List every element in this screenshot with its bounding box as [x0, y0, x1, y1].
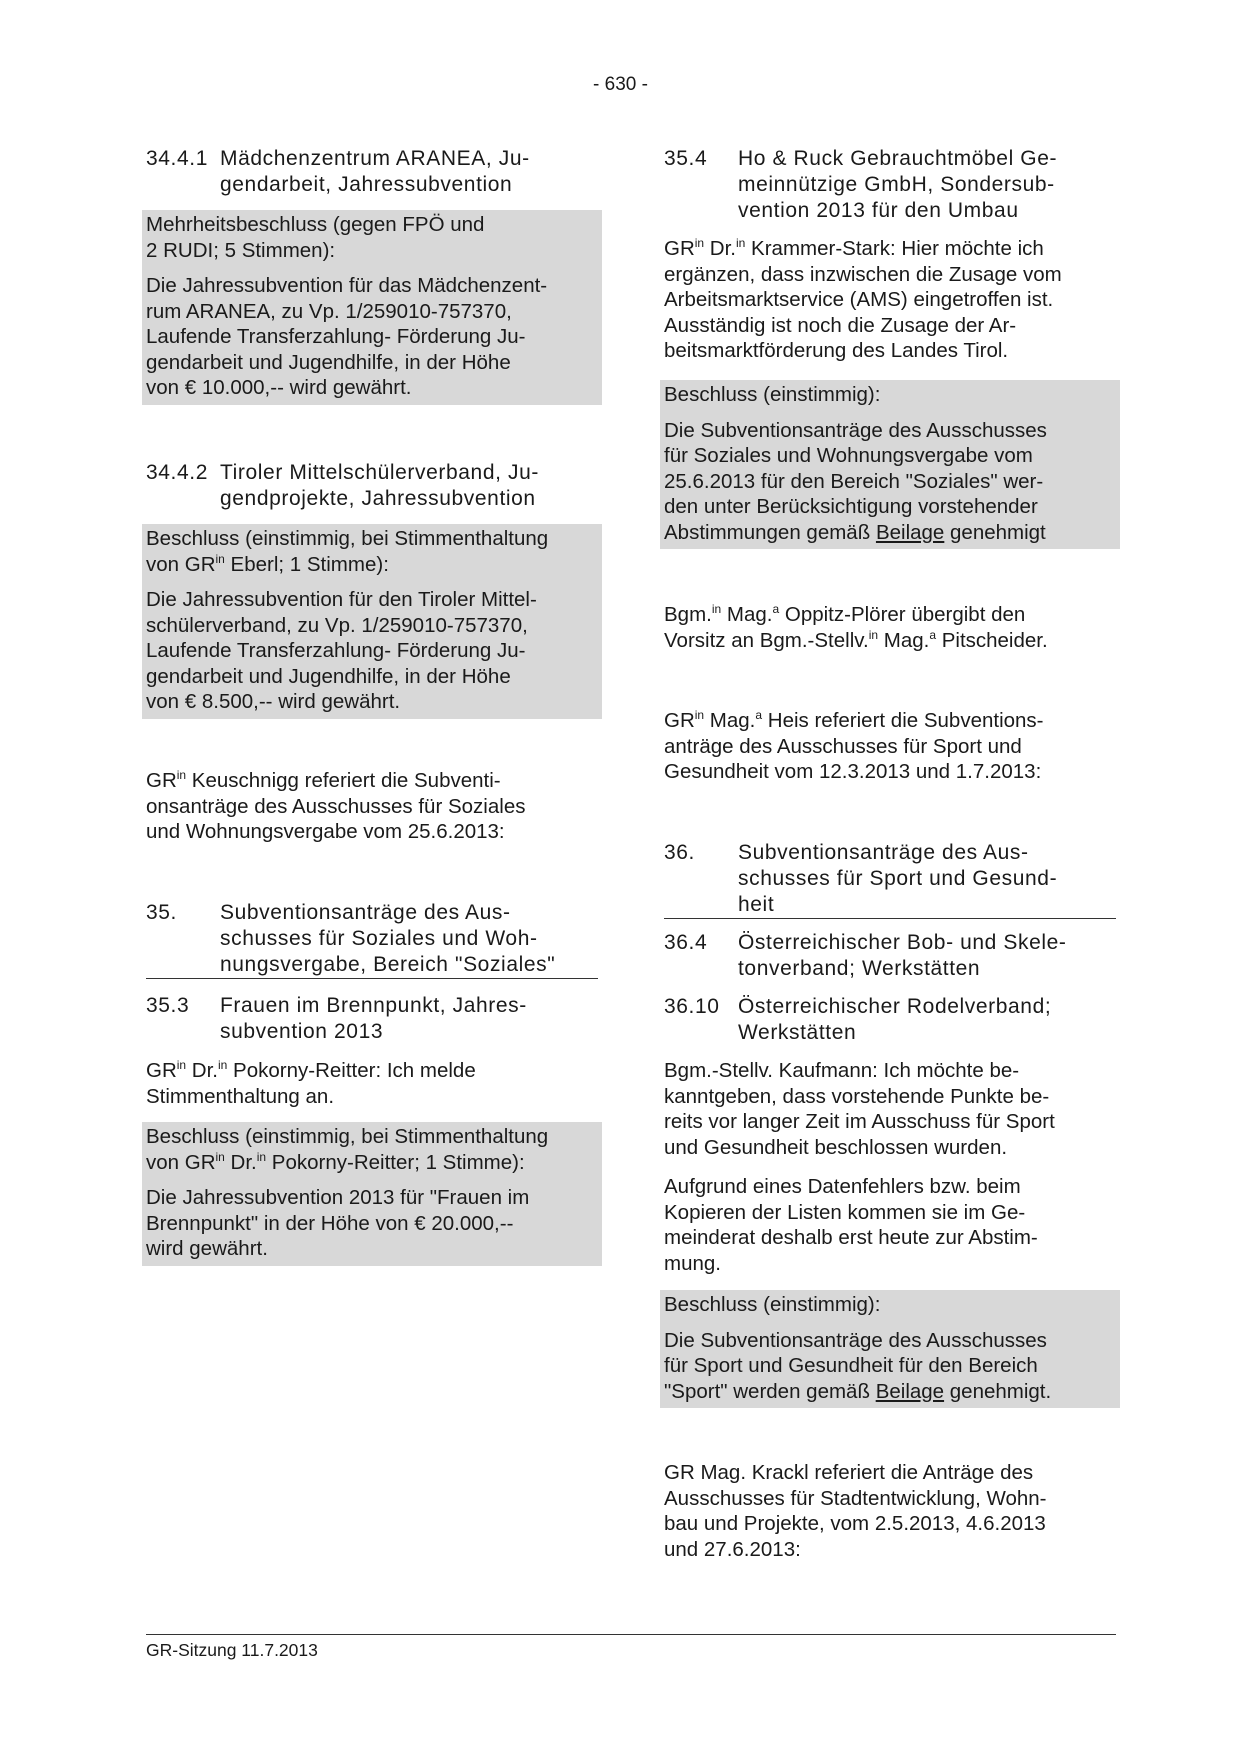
decision-box	[142, 210, 602, 405]
section-number: 34.4.2	[146, 461, 208, 484]
decision-text-line: von € 10.000,-- wird gewährt.	[146, 376, 412, 399]
decision-line: Beschluss (einstimmig, bei Stimmenthaltung	[146, 527, 549, 550]
decision-line: 2 RUDI; 5 Stimmen):	[146, 238, 336, 262]
section-divider	[146, 978, 598, 979]
section-34-4-2-heading	[146, 460, 598, 512]
decision-text-line: Die Jahressubvention für das Mädchenzent-	[146, 274, 548, 297]
decision-text-line: gendarbeit und Jugendhilfe, in der Höhe	[146, 350, 511, 374]
section-36-4-heading: 36.4 Österreichischer Bob- und Skele- tonverband; Werkstätten	[664, 931, 1067, 980]
beilage-link[interactable]: Beilage	[875, 1379, 945, 1403]
section-number: 35.	[146, 901, 177, 924]
section-36-10-heading: 36.10 Österreichischer Rodelverband; Werkstätten	[664, 995, 1052, 1044]
decision-box: Beschluss (einstimmig, bei Stimmenthaltung von $GR^{in}$ Dr.$^{in}$ Pokorny-Reitter; 1 Stimme): Die Jahressubvention 2013 für "Frauen im Brennpunkt" in der Höhe von € 20.000,-- wird gewährt.	[142, 1122, 602, 1266]
krammer-paragraph: $GR^{in}$ Dr.$^{in}$ Krammer-Stark: Hier möchte ich ergänzen, dass inzwischen die Zusage vom Arbeitsmarktservice (AMS) eingetroffen ist. Ausständig ist noch die Zusage der Ar- beitsmarktförderung des Landes Tirol.	[664, 236, 1062, 362]
decision-text-line: gendarbeit und Jugendhilfe, in der Höhe	[146, 664, 511, 688]
section-title-line: Mädchenzentrum ARANEA, Ju-	[220, 147, 530, 170]
section-36-heading: 36. Subventionsanträge des Aus- schusses für Sport und Gesund- heit	[664, 841, 1058, 916]
section-title-line: gendprojekte, Jahressubvention	[220, 487, 536, 510]
section-34-4-1-heading	[146, 146, 598, 198]
datenfehler-paragraph: Aufgrund eines Datenfehlers bzw. beim Kopieren der Listen kommen sie im Ge- meinderat deshalb erst heute zur Abstim- mung.	[664, 1175, 1038, 1275]
footer-divider	[146, 1634, 1116, 1635]
decision-text-line: Laufende Transferzahlung- Förderung Ju-	[146, 325, 526, 348]
beilage-link[interactable]: Beilage	[875, 520, 945, 544]
section-title-line: gendarbeit, Jahressubvention	[220, 173, 513, 196]
oppitz-paragraph: Bgm.$^{in}$ Mag.$^a$ Oppitz-Plörer übergibt den Vorsitz an Bgm.-Stellv.$^{in}$ Mag.$^a$ Pitscheider.	[664, 602, 1048, 652]
section-number: 36.10	[664, 995, 720, 1018]
decision-text-line: von € 8.500,-- wird gewährt.	[146, 690, 401, 713]
page-number: - 630 -	[593, 74, 648, 95]
section-number: 35.3	[146, 994, 190, 1017]
section-title-line: Tiroler Mittelschülerverband, Ju-	[220, 461, 539, 484]
heis-paragraph: $GR^{in}$ Mag.$^a$ Heis referiert die Subventions- anträge des Ausschusses für Sport und Gesundheit vom 12.3.2013 und 1.7.2013:	[664, 708, 1044, 783]
section-35-heading: 35. Subventionsanträge des Aus- schusses für Soziales und Woh- nungsvergabe, Bereich "Soziales"	[146, 901, 556, 976]
kaufmann-paragraph: Bgm.-Stellv. Kaufmann: Ich möchte be- kanntgeben, dass vorstehende Punkte be- reits vor langer Zeit im Ausschuss für Sport und Gesundheit beschlossen wurden.	[664, 1059, 1055, 1159]
section-number: 34.4.1	[146, 147, 208, 170]
pokorny-paragraph: $GR^{in}$ Dr.$^{in}$ Pokorny-Reitter: Ich melde Stimmenthaltung an.	[146, 1058, 476, 1108]
decision-text-line: schülerverband, zu Vp. 1/259010-757370,	[146, 613, 528, 637]
decision-text-line: rum ARANEA, zu Vp. 1/259010-757370,	[146, 299, 512, 323]
keuschnigg-paragraph: $GR^{in}$ Keuschnigg referiert die Subventi- onsanträge des Ausschusses für Soziales und Wohnungsvergabe vom 25.6.2013:	[146, 768, 526, 843]
krackl-paragraph: GR Mag. Krackl referiert die Anträge des Ausschusses für Stadtentwicklung, Wohn- bau und Projekte, vom 2.5.2013, 4.6.2013 und 27.6.2013:	[664, 1461, 1047, 1561]
decision-text-line: Die Jahressubvention für den Tiroler Mittel-	[146, 588, 537, 611]
decision-line: Mehrheitsbeschluss (gegen FPÖ und	[146, 213, 485, 236]
decision-box: Beschluss (einstimmig): Die Subventionsanträge des Ausschusses für Sport und Gesundheit für den Bereich "Sport" werden gemäß Beilage genehmigt.	[660, 1290, 1120, 1408]
section-number: 36.4	[664, 931, 708, 954]
section-number: 35.4	[664, 147, 708, 170]
footer-text: GR-Sitzung 11.7.2013	[146, 1640, 318, 1660]
decision-text-line: Laufende Transferzahlung- Förderung Ju-	[146, 639, 526, 662]
section-35-4-heading: 35.4 Ho & Ruck Gebrauchtmöbel Ge- meinnützige GmbH, Sondersub- vention 2013 für den Umbau	[664, 147, 1058, 222]
decision-box: Beschluss (einstimmig): Die Subventionsanträge des Ausschusses für Soziales und Wohnungsvergabe vom 25.6.2013 für den Bereich "Soziales" wer- den unter Berücksichtigung vorstehender Abstimmungen gemäß Beilage genehmigt	[660, 380, 1120, 549]
section-number: 36.	[664, 841, 695, 864]
section-35-3-heading: 35.3 Frauen im Brennpunkt, Jahres- subvention 2013	[146, 994, 527, 1043]
decision-box	[142, 524, 602, 719]
decision-line: von $GR^{in}$ Eberl; 1 Stimme):	[146, 551, 389, 576]
section-divider	[664, 918, 1116, 919]
